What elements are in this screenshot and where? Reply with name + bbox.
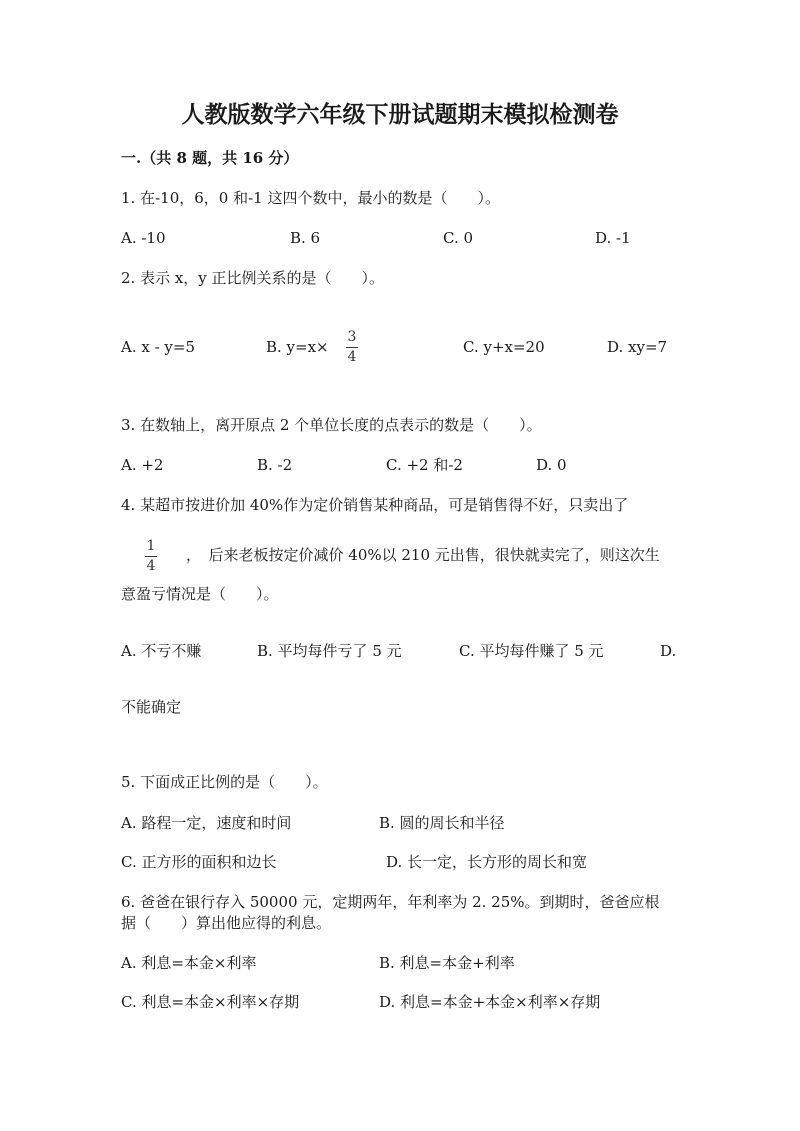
question-4-fraction — [145, 538, 157, 575]
question-5-option-b[interactable]: B. 圆的周长和半径 — [379, 814, 505, 832]
question-5-option-a[interactable]: A. 路程一定，速度和时间 — [121, 814, 292, 832]
question-1-stem: 1. 在-10，6，0 和-1 这四个数中，最小的数是（ ）。 — [121, 189, 500, 207]
question-1-option-d[interactable]: D. -1 — [595, 229, 631, 247]
question-2-option-a[interactable]: A. x - y=5 — [121, 338, 196, 356]
question-2-stem: 2. 表示 x，y 正比例关系的是（ ）。 — [121, 269, 385, 287]
question-2-option-c[interactable]: C. y+x=20 — [463, 338, 545, 356]
question-6-option-a[interactable]: A. 利息=本金×利率 — [121, 954, 257, 972]
question-3-option-b[interactable]: B. -2 — [257, 456, 293, 474]
question-4-option-d[interactable]: D. — [660, 642, 677, 660]
question-1-option-c[interactable]: C. 0 — [443, 229, 474, 247]
question-5-stem: 5. 下面成正比例的是（ ）。 — [121, 773, 328, 791]
question-4-option-d-continued[interactable]: 不能确定 — [121, 698, 182, 716]
question-4-option-b[interactable]: B. 平均每件亏了 5 元 — [257, 642, 402, 660]
question-4-option-a[interactable]: A. 不亏不赚 — [121, 642, 202, 660]
question-4-stem-line-3: 意盈亏情况是（ ）。 — [121, 585, 279, 603]
fraction-numerator: 3 — [347, 329, 357, 345]
question-6-option-c[interactable]: C. 利息=本金×利率×存期 — [121, 993, 300, 1011]
question-6-option-b[interactable]: B. 利息=本金+利率 — [379, 954, 515, 972]
question-5-option-d[interactable]: D. 长一定，长方形的周长和宽 — [386, 853, 588, 871]
question-6-option-d[interactable]: D. 利息=本金+本金×利率×存期 — [379, 993, 601, 1011]
question-6-stem-line-2: 据（ ）算出他应得的利息。 — [121, 914, 332, 932]
question-3-stem: 3. 在数轴上，离开原点 2 个单位长度的点表示的数是（ ）。 — [121, 416, 542, 434]
question-4-option-c[interactable]: C. 平均每件赚了 5 元 — [459, 642, 604, 660]
question-1-option-b[interactable]: B. 6 — [290, 229, 321, 247]
question-2-fraction — [346, 329, 358, 366]
fraction-bar — [346, 347, 358, 348]
question-3-option-c[interactable]: C. +2 和-2 — [386, 456, 463, 474]
question-1-option-a[interactable]: A. -10 — [121, 229, 166, 247]
question-4-stem-line-2: ， 后来老板按定价减价 40%以 210 元出售，很快就卖完了，则这次生 — [186, 546, 660, 564]
question-3-option-d[interactable]: D. 0 — [536, 456, 567, 474]
question-5-option-c[interactable]: C. 正方形的面积和边长 — [121, 853, 277, 871]
page-title: 人教版数学六年级下册试题期末模拟检测卷 — [181, 101, 619, 128]
fraction-bar — [145, 556, 157, 557]
fraction-denominator: 4 — [347, 349, 357, 365]
fraction-denominator: 4 — [146, 558, 156, 574]
fraction-numerator: 1 — [146, 538, 156, 554]
question-4-stem-line-1: 4. 某超市按进价加 40%作为定价销售某种商品，可是销售得不好，只卖出了 — [121, 496, 629, 514]
question-2-option-d[interactable]: D. xy=7 — [607, 338, 668, 356]
question-6-stem-line-1: 6. 爸爸在银行存入 50000 元，定期两年，年利率为 2. 25%。到期时，爸爸应根 — [121, 893, 660, 911]
question-3-option-a[interactable]: A. +2 — [121, 456, 164, 474]
section-heading: 一.（共 8 题，共 16 分） — [121, 149, 299, 167]
question-2-option-b[interactable]: B. y=x× — [266, 338, 329, 356]
